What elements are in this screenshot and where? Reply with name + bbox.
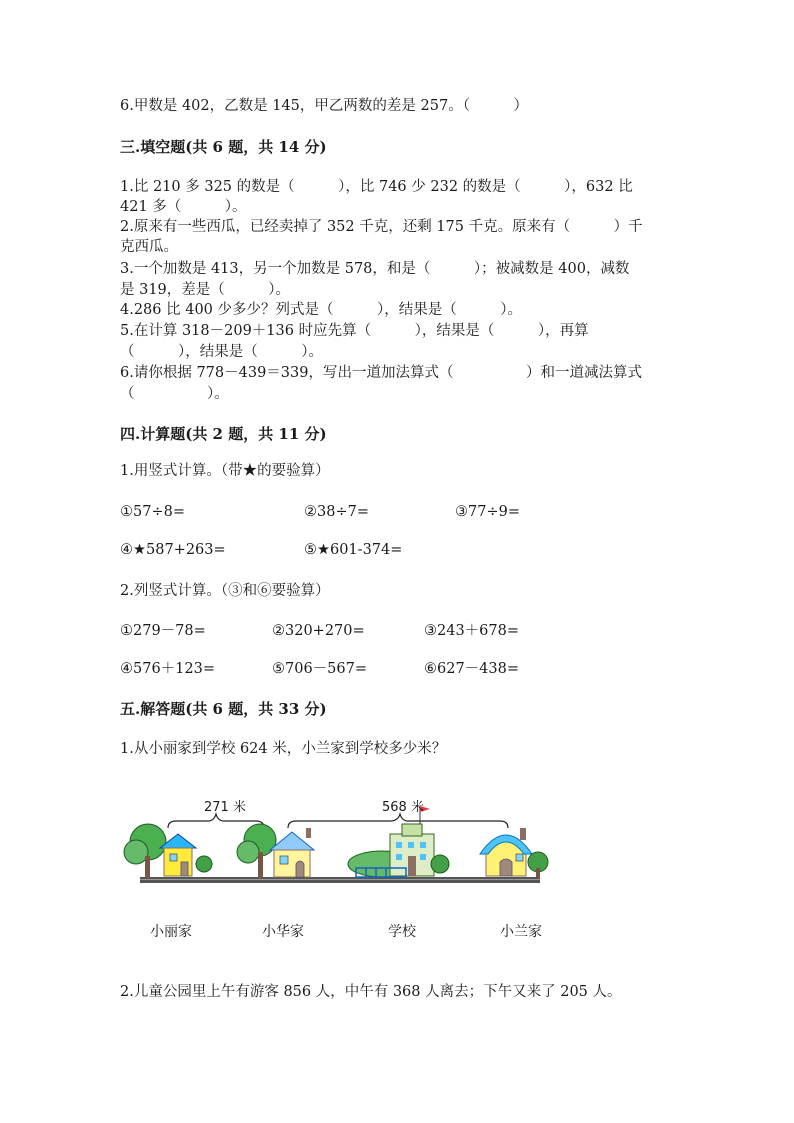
distance-label-568: 568 米: [382, 800, 424, 815]
word-problem-1: 1.从小丽家到学校 624 米，小兰家到学校多少米？: [120, 741, 447, 757]
brace-568: [288, 814, 508, 828]
place-label-xiaolan: 小兰家: [500, 924, 542, 940]
calc-q1-item-3: ③77÷9=: [455, 504, 520, 520]
calc-q2-item-3: ③243＋678=: [424, 623, 520, 639]
calc-q1-item-5: ⑤★601-374=: [304, 542, 403, 558]
fill-line-2: 421 多（ ）。: [120, 199, 247, 215]
fill-line-5: 3.一个加数是 413，另一个加数是 578，和是（ ）；被减数是 400，减数: [120, 261, 630, 277]
house-xiaoli-icon: [124, 824, 212, 878]
word-problem-2: 2.儿童公园里上午有游客 856 人，中午有 368 人离去；下午又来了 205 人。: [120, 984, 622, 1000]
question-6-true-false: 6.甲数是 402，乙数是 145，甲乙两数的差是 257。（ ）: [120, 98, 528, 114]
place-label-xiaohua: 小华家: [262, 924, 304, 940]
calc-q1-item-1: ①57÷8=: [120, 504, 185, 520]
place-label-xiaoli: 小丽家: [150, 924, 192, 940]
section-4-title: 四.计算题(共 2 题，共 11 分): [120, 425, 327, 443]
fill-line-6: 是 319，差是（ ）。: [120, 282, 291, 298]
calc-q1-item-2: ②38÷7=: [304, 504, 369, 520]
fill-line-1: 1.比 210 多 325 的数是（ ），比 746 少 232 的数是（ ），632 比: [120, 179, 633, 195]
brace-271: [168, 814, 264, 828]
house-xiaohua-icon: [237, 824, 314, 878]
calc-q2-item-4: ④576＋123=: [120, 661, 216, 677]
fill-line-7: 4.286 比 400 少多少？列式是（ ），结果是（ ）。: [120, 302, 523, 318]
fill-line-3: 2.原来有一些西瓜，已经卖掉了 352 千克，还剩 175 千克。原来有（ ）千: [120, 219, 643, 235]
distance-diagram: [120, 790, 560, 940]
calc-q1-prompt: 1.用竖式计算。（带★的要验算）: [120, 463, 330, 479]
fill-line-10: 6.请你根据 778－439＝339，写出一道加法算式（ ）和一道减法算式: [120, 365, 642, 381]
calc-q2-item-5: ⑤706－567=: [272, 661, 368, 677]
distance-label-271: 271 米: [204, 800, 246, 815]
section-3-title: 三.填空题(共 6 题，共 14 分): [120, 138, 327, 156]
fill-line-4: 克西瓜。: [120, 239, 178, 255]
place-label-school: 学校: [388, 924, 416, 940]
fill-line-8: 5.在计算 318－209＋136 时应先算（ ），结果是（ ），再算: [120, 323, 589, 339]
calc-q2-item-2: ②320+270=: [272, 623, 365, 639]
section-5-title: 五.解答题(共 6 题，共 33 分): [120, 700, 327, 718]
fill-line-11: （ ）。: [120, 386, 229, 402]
calc-q1-item-4: ④★587+263=: [120, 542, 226, 558]
calc-q2-prompt: 2.列竖式计算。（③和⑥要验算）: [120, 583, 330, 599]
fill-line-9: （ ），结果是（ ）。: [120, 344, 323, 360]
calc-q2-item-6: ⑥627－438=: [424, 661, 520, 677]
calc-q2-item-1: ①279－78=: [120, 623, 206, 639]
houses-road-illustration: [120, 790, 560, 900]
house-xiaolan-icon: [480, 828, 548, 878]
